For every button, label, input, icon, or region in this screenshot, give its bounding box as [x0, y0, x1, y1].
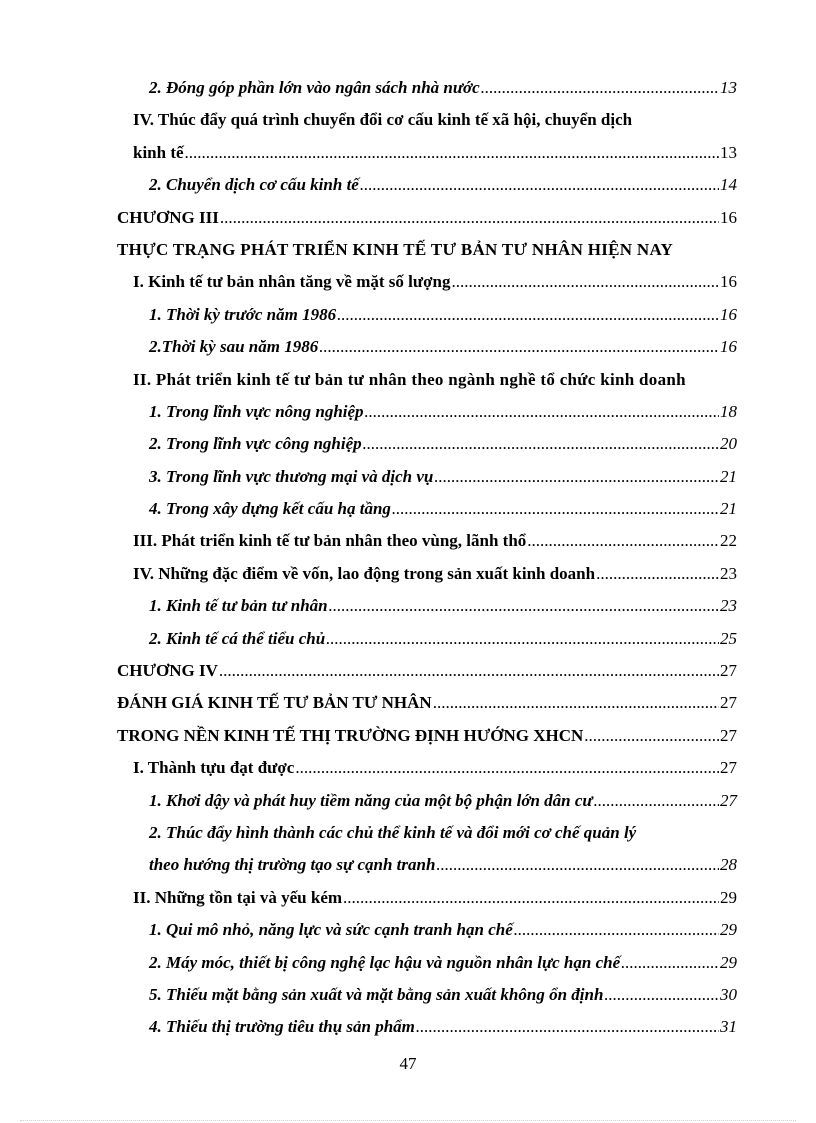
toc-entry-page: 21: [720, 466, 737, 486]
toc-entry[interactable]: [117, 687, 737, 719]
toc-entry-title: 4. Trong xây dựng kết cấu hạ tầng: [149, 499, 391, 519]
toc-entry-page: 27: [720, 790, 737, 810]
toc-entry-page: 25: [720, 628, 737, 648]
toc-entry[interactable]: [117, 590, 737, 622]
toc-entry-title: CHƯƠNG IV: [117, 661, 218, 681]
toc-entry[interactable]: [117, 461, 737, 493]
toc-dot-leader: [360, 169, 719, 201]
toc-entry-page: 18: [720, 401, 737, 421]
toc-entry-page: 22: [720, 531, 737, 551]
toc-dot-leader: [527, 525, 719, 557]
toc-entry-page: 21: [720, 499, 737, 519]
toc-dot-leader: [220, 202, 719, 234]
toc-dot-leader: [621, 947, 719, 979]
toc-entry-page: 23: [720, 596, 737, 616]
toc-dot-leader: [433, 687, 719, 719]
toc-dot-leader: [594, 785, 719, 817]
toc-dot-leader: [434, 461, 719, 493]
toc-entry-page: 14: [720, 175, 737, 195]
toc-entry[interactable]: [117, 849, 737, 881]
toc-entry[interactable]: [117, 979, 737, 1011]
toc-entry-page: 20: [720, 434, 737, 454]
toc-entry[interactable]: [117, 299, 737, 331]
toc-entry-title: ĐÁNH GIÁ KINH TẾ TƯ BẢN TƯ NHÂN: [117, 693, 432, 713]
toc-entry-page: 28: [720, 855, 737, 875]
toc-entry-title: kinh tế: [133, 142, 184, 162]
toc-entry-title: 2. Trong lĩnh vực công nghiệp: [149, 434, 362, 454]
toc-entry-title: 2. Đóng góp phần lớn vào ngân sách nhà nước: [149, 78, 480, 97]
toc-entry[interactable]: [117, 525, 737, 557]
toc-entry-title: IV. Những đặc điểm về vốn, lao động trong sản xuất kinh doanh: [133, 563, 596, 583]
toc-entry-page: 31: [720, 1017, 737, 1037]
toc-entry[interactable]: [117, 137, 737, 169]
toc-dot-leader: [337, 299, 719, 331]
toc-entry[interactable]: [117, 914, 737, 946]
toc-entry[interactable]: [117, 396, 737, 428]
toc-entry[interactable]: [117, 331, 737, 363]
toc-dot-leader: [416, 1011, 719, 1043]
toc-entry-page: 16: [720, 304, 737, 324]
page-bottom-divider: [20, 1120, 796, 1121]
toc-entry-title: II. Những tồn tại và yếu kém: [133, 887, 343, 907]
toc-entry-title: I. Thành tựu đạt được: [133, 758, 295, 778]
toc-dot-leader: [596, 558, 719, 590]
toc-entry-title: 2. Máy móc, thiết bị công nghệ lạc hậu và nguồn nhân lực hạn chế: [149, 952, 621, 972]
toc-dot-leader: [436, 849, 719, 881]
toc-dot-leader: [219, 655, 719, 687]
toc-entry[interactable]: [117, 202, 737, 234]
toc-entry-page: 30: [720, 984, 737, 1004]
toc-entry-title: 5. Thiếu mặt bằng sản xuất và mặt bằng sản xuất không ổn định: [149, 984, 604, 1004]
toc-entry-page: 13: [720, 142, 737, 162]
toc-entry-title: 1. Khơi dậy và phát huy tiềm năng của một bộ phận lớn dân cư: [149, 790, 593, 810]
table-of-contents: [117, 72, 737, 1044]
toc-entry-page: 27: [720, 661, 737, 681]
toc-entry-title: THỰC TRẠNG PHÁT TRIỂN KINH TẾ TƯ BẢN TƯ NHÂN HIỆN NAY: [117, 239, 674, 259]
toc-entry-title: 2. Chuyển dịch cơ cấu kinh tế: [149, 175, 359, 195]
toc-dot-leader: [365, 396, 719, 428]
toc-entry[interactable]: [117, 169, 737, 201]
toc-entry[interactable]: [117, 623, 737, 655]
toc-entry[interactable]: [117, 720, 737, 752]
toc-entry[interactable]: [117, 72, 737, 104]
toc-entry-page: 29: [720, 952, 737, 972]
toc-entry[interactable]: [117, 882, 737, 914]
toc-entry-title: TRONG NỀN KINH TẾ THỊ TRƯỜNG ĐỊNH HƯỚNG XHCN: [117, 725, 584, 745]
toc-entry-page: 16: [720, 207, 737, 227]
toc-entry[interactable]: [117, 558, 737, 590]
toc-entry[interactable]: [117, 655, 737, 687]
toc-entry[interactable]: [117, 493, 737, 525]
toc-entry-title: III. Phát triển kinh tế tư bản nhân theo vùng, lãnh thổ: [133, 531, 527, 551]
toc-dot-leader: [451, 266, 719, 298]
toc-dot-leader: [514, 914, 719, 946]
toc-entry-page: 27: [720, 725, 737, 745]
toc-entry-page: 27: [720, 758, 737, 778]
toc-entry[interactable]: [117, 1011, 737, 1043]
toc-entry-page: 29: [720, 920, 737, 940]
toc-entry[interactable]: [117, 428, 737, 460]
toc-entry-page: 27: [720, 693, 737, 713]
toc-dot-leader: [185, 137, 719, 169]
toc-entry[interactable]: [117, 234, 737, 266]
toc-entry-title: 4. Thiếu thị trường tiêu thụ sản phẩm: [149, 1017, 415, 1037]
toc-entry-page: 29: [720, 887, 737, 907]
toc-dot-leader: [481, 72, 719, 104]
toc-entry-title: 1. Thời kỳ trước năm 1986: [149, 304, 337, 324]
toc-entry-page: 16: [720, 272, 737, 292]
toc-dot-leader: [319, 331, 719, 363]
toc-entry-title: II. Phát triển kinh tế tư bản tư nhân theo ngành nghề tổ chức kinh doanh: [133, 369, 686, 389]
toc-dot-leader: [295, 752, 719, 784]
toc-dot-leader: [584, 720, 719, 752]
toc-entry[interactable]: [117, 947, 737, 979]
toc-entry-title: theo hướng thị trường tạo sự cạnh tranh: [149, 855, 436, 875]
toc-entry[interactable]: [117, 785, 737, 817]
toc-entry-title: 3. Trong lĩnh vực thương mại và dịch vụ: [149, 466, 434, 486]
toc-entry-line[interactable]: 2. Thúc đẩy hình thành các chủ thể kinh tế và đổi mới cơ chế quản lý: [149, 822, 637, 842]
toc-dot-leader: [329, 590, 719, 622]
toc-entry[interactable]: [117, 752, 737, 784]
toc-entry[interactable]: [117, 266, 737, 298]
toc-dot-leader: [363, 428, 719, 460]
toc-entry[interactable]: [117, 364, 737, 396]
toc-entry-title: 1. Kinh tế tư bản tư nhân: [149, 596, 328, 616]
toc-entry-title: 2.Thời kỳ sau năm 1986: [149, 337, 319, 357]
page-number: 47: [399, 1054, 417, 1073]
toc-entry-title: 1. Qui mô nhỏ, năng lực và sức cạnh tranh hạn chế: [149, 920, 513, 940]
toc-dot-leader: [604, 979, 719, 1011]
toc-entry-page: 23: [720, 563, 737, 583]
toc-entry-title: 1. Trong lĩnh vực nông nghiệp: [149, 401, 364, 421]
toc-entry-title: CHƯƠNG III: [117, 207, 219, 227]
toc-entry-page: 13: [720, 78, 737, 97]
toc-dot-leader: [326, 623, 719, 655]
toc-entry-page: 16: [720, 337, 737, 357]
toc-entry-title: I. Kinh tế tư bản nhân tăng về mặt số lượng: [133, 272, 451, 292]
toc-dot-leader: [392, 493, 719, 525]
toc-entry-title: 2. Kinh tế cá thể tiểu chủ: [149, 628, 326, 648]
toc-entry-line[interactable]: IV. Thúc đẩy quá trình chuyển đổi cơ cấu kinh tế xã hội, chuyển dịch: [133, 110, 633, 130]
toc-dot-leader: [343, 882, 719, 914]
